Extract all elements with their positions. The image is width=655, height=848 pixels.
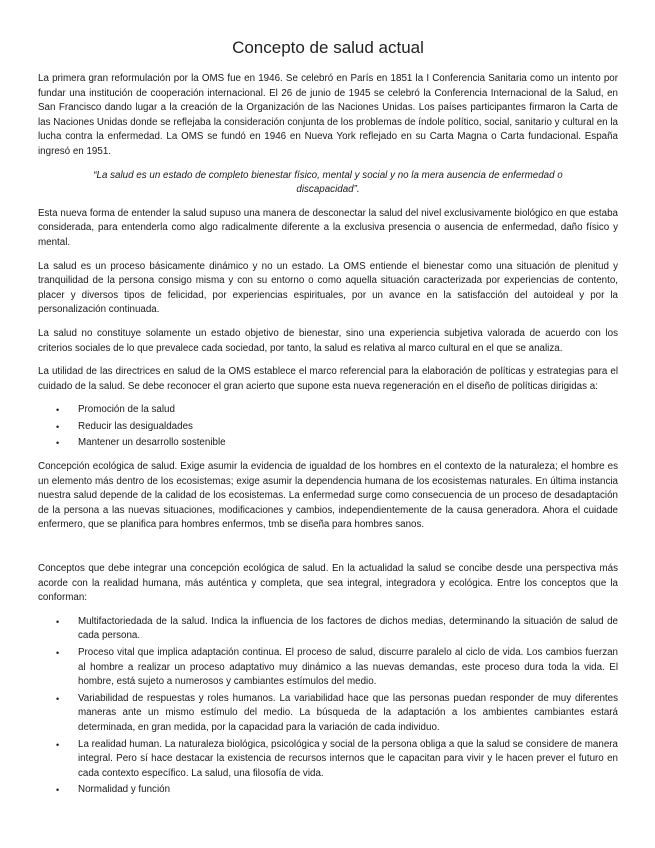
paragraph-new-concept: Esta nueva forma de entender la salud supuso una manera de desconectar la salud del nivel exclusivamente biológico en que estaba considerada, para entenderla como algo radicalmente diferente a la exclusiva presencia o ausencia de enfermedad, daño físico y mental.: [38, 207, 618, 248]
policy-list: [38, 403, 618, 451]
section-spacer: [38, 542, 618, 562]
who-definition-quote: “La salud es un estado de completo bienestar físico, mental y social y no la mera ausencia de enfermedad o discapacidad”.: [93, 169, 563, 196]
list-item: • Mantener un desarrollo sostenible: [78, 436, 618, 451]
concepts-list: [38, 615, 618, 798]
document-page: [38, 38, 618, 807]
list-item: • La realidad human. La naturaleza biológica, psicológica y social de la persona obliga a que la salud se considere de manera integral. Pero sí hace destacar la existencia de recursos internos que le capacitan para vivir y le hacen prever el futuro en cada contexto específico. La salud, una filosofía de vida.: [56, 738, 618, 779]
bullet-icon: •: [56, 438, 60, 449]
list-item: • Promoción de la salud: [78, 403, 618, 418]
bullet-icon: •: [56, 421, 60, 432]
bullet-icon: •: [56, 739, 60, 750]
bullet-icon: •: [56, 616, 60, 627]
paragraph-oms-guidelines: La utilidad de las directrices en salud de la OMS establece el marco referencial para la elaboración de políticas y estrategias para el cuidado de la salud. Se debe reconocer el gran acierto que supone esta nueva regeneración en el diseño de políticas dirigidas a:: [38, 366, 618, 392]
list-item: • Variabilidad de respuestas y roles humanos. La variabilidad hace que las personas puedan responder de muy diferentes maneras ante un mismo estímulo del medio. La búsqueda de la adaptación a los ambientes cambiantes estará determinada, en gran medida, por la capacidad para la variación de cada individuo.: [56, 692, 618, 733]
bullet-icon: •: [56, 785, 60, 796]
list-item: • Multifactoriedada de la salud. Indica la influencia de los factores de dichos medias, determinando la situación de salud de cada persona.: [56, 615, 618, 642]
list-item: • Reducir las desigualdades: [78, 420, 618, 435]
bullet-icon: •: [56, 693, 60, 704]
paragraph-subjective-experience: La salud no constituye solamente un estado objetivo de bienestar, sino una experiencia subjetiva valorada de acuerdo con los criterios sociales de lo que prevalece cada sociedad, por tanto, la salud es relativa al marco cultural en el que se analiza.: [38, 327, 618, 354]
bullet-icon: •: [56, 648, 60, 658]
paragraph-ecological-concepts: Conceptos que debe integrar una concepción ecológica de salud. En la actualidad la salud se concibe desde una perspectiva más acorde con la realidad humana, más auténtica y completa, que sea integral, integradora y ecológica. Entre los conceptos que la conforman:: [38, 563, 618, 604]
bullet-icon: •: [56, 405, 60, 416]
paragraph-ecological-conception: Concepción ecológica de salud. Exige asumir la evidencia de igualdad de los hombres en el contexto de la naturaleza; el hombre es un elemento más dentro de los ecosistemas; exige asumir la dependencia humana de los ecosistemas naturales. En última instancia nuestra salud depende de la calidad de los ecosistemas. La enfermedad surge como consecuencia de un proceso de desadaptación de la persona a las nuevas situaciones, modificaciones y cambios, independientemente de la causa generadora. Ahora el cuidade enfermero, que se planifica para hombres enfermos, tmb se diseña para hombres sanos.: [38, 461, 618, 531]
paragraph-oms-history: La primera gran reformulación por la OMS fue en 1946. Se celebró en París en 1851 la I Conferencia Sanitaria como un intento por fundar una institución de cooperación internacional. El 26 de junio de 1945 se celebró la Conferencia Internacional de la Salud, en San Francisco dando lugar a la creación de la Organización de las Naciones Unidas. Los países participantes firmaron la Carta de las Naciones Unidas donde se reflejaba la consideración conjunta de los problemas de índole político, social, sanitario y cultural en la lucha contra la enfermedad. La OMS se fundó en 1946 en Nueva York reflejado en su Carta Magna o Carta fundacional. España ingresó en 1951.: [38, 73, 618, 157]
list-item: • Proceso vital que implica adaptación continua. El proceso de salud, discurre paralelo al ciclo de vida. Los cambios fuerzan al hombre a realizar un proceso adaptativo muy dinámico a las nuevas demandas, este proceso dura toda la vida. El hombre, está sujeto a numerosos y cambiantes estímulos del medio.: [56, 647, 618, 688]
page-title: Concepto de salud actual: [232, 38, 424, 57]
list-item: • Normalidad y función: [78, 783, 618, 798]
paragraph-dynamic-process: La salud es un proceso básicamente dinámico y no un estado. La OMS entiende el bienestar como una situación de plenitud y tranquilidad de la persona consigo misma y con su entorno o como aquella situación caracterizada por experiencias de contento, placer y diversos tipos de felicidad, por experiencias espirituales, por un avance en la satisfacción del autoideal y por la personalización continuada.: [38, 260, 618, 316]
